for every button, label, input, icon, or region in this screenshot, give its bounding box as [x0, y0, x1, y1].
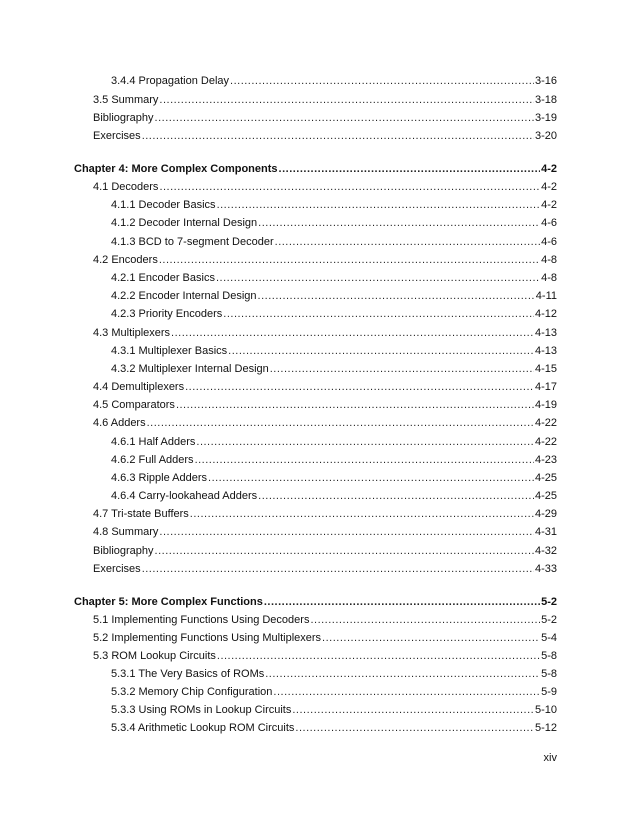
dot-leader — [185, 380, 534, 394]
dot-leader — [159, 253, 540, 267]
dot-leader — [295, 721, 534, 735]
toc-entry-page: 4-11 — [535, 290, 557, 302]
toc-entry[interactable] — [93, 129, 557, 143]
toc-entry-page: 3-19 — [534, 112, 557, 124]
dot-leader — [142, 562, 534, 576]
dot-leader — [216, 271, 540, 285]
toc-entry[interactable] — [93, 631, 557, 645]
toc-entry-label: 4.1.3 BCD to 7-segment Decoder — [111, 236, 274, 248]
toc-entry[interactable] — [111, 74, 557, 88]
dot-leader — [159, 525, 534, 539]
toc-entry-page: 4-12 — [534, 308, 557, 320]
toc-entry-label: 4.6.3 Ripple Adders — [111, 472, 208, 484]
toc-entry[interactable] — [111, 453, 557, 467]
toc-entry[interactable] — [111, 435, 557, 449]
toc-chapter-page: 5-2 — [541, 596, 557, 608]
toc-entry-page: 4-31 — [534, 526, 557, 538]
toc-entry-page: 4-22 — [534, 417, 557, 429]
dot-leader — [190, 507, 534, 521]
toc-entry[interactable] — [111, 703, 557, 717]
toc-entry-label: 4.3 Multiplexers — [93, 327, 171, 339]
dot-leader — [228, 344, 534, 358]
toc-entry-page: 3-16 — [534, 75, 557, 87]
toc-entry-label: 4.1 Decoders — [93, 181, 159, 193]
dot-leader — [171, 326, 534, 340]
toc-entry-page: 4-29 — [534, 508, 557, 520]
toc-entry[interactable] — [111, 307, 557, 321]
toc-entry-label: 3.5 Summary — [93, 94, 159, 106]
toc-entry[interactable] — [93, 326, 557, 340]
toc-entry-label: 3.4.4 Propagation Delay — [111, 75, 230, 87]
toc-entry-label: 4.2.1 Encoder Basics — [111, 272, 215, 284]
toc-entry-page: 4-15 — [534, 363, 557, 375]
toc-entry[interactable] — [111, 344, 557, 358]
dot-leader — [208, 471, 534, 485]
toc-entry-label: 4.6.2 Full Adders — [111, 454, 194, 466]
dot-leader — [223, 307, 534, 321]
toc-entry-page: 3-20 — [534, 130, 557, 142]
toc-entry[interactable] — [93, 525, 557, 539]
dot-leader — [275, 235, 540, 249]
dot-leader — [270, 362, 534, 376]
toc-entry-label: 4.6.1 Half Adders — [111, 436, 196, 448]
toc-entry[interactable] — [93, 416, 557, 430]
toc-entry[interactable] — [93, 253, 557, 267]
toc-entry-label: 4.3.2 Multiplexer Internal Design — [111, 363, 269, 375]
dot-leader — [265, 667, 540, 681]
toc-entry-label: 4.8 Summary — [93, 526, 159, 538]
toc-entry-page: 4-8 — [541, 272, 557, 284]
toc-entry-page: 5-9 — [541, 686, 557, 698]
toc-entry-label: 4.5 Comparators — [93, 399, 175, 411]
toc-entry-page: 4-17 — [534, 381, 557, 393]
toc-entry[interactable] — [93, 398, 557, 412]
dot-leader — [217, 649, 540, 663]
toc-entry-label: 4.6 Adders — [93, 417, 146, 429]
dot-leader — [155, 544, 534, 558]
toc-entry-page: 5-8 — [541, 650, 557, 662]
toc-entry-page: 4-6 — [541, 217, 557, 229]
toc-entry[interactable] — [111, 289, 557, 303]
toc-entry[interactable] — [111, 216, 557, 230]
toc-entry-page: 5-12 — [534, 722, 557, 734]
toc-entry-label: 5.3 ROM Lookup Circuits — [93, 650, 216, 662]
toc-entry-page: 4-22 — [534, 436, 557, 448]
toc-entry-label: Bibliography — [93, 112, 154, 124]
toc-entry[interactable] — [111, 362, 557, 376]
toc-entry-label: Exercises — [93, 130, 141, 142]
dot-leader — [322, 631, 540, 645]
toc-entry-label: 5.1 Implementing Functions Using Decoders — [93, 614, 310, 626]
dot-leader — [230, 74, 534, 88]
toc-entry[interactable] — [111, 271, 557, 285]
toc-entry-page: 4-6 — [541, 236, 557, 248]
toc-entry-label: 4.7 Tri-state Buffers — [93, 508, 189, 520]
dot-leader — [217, 198, 541, 212]
toc-entry-page: 4-25 — [534, 472, 557, 484]
toc-entry-page: 4-23 — [534, 454, 557, 466]
toc-entry-label: 5.3.3 Using ROMs in Lookup Circuits — [111, 704, 292, 716]
toc-entry-label: 5.3.4 Arithmetic Lookup ROM Circuits — [111, 722, 295, 734]
dot-leader — [159, 180, 540, 194]
toc-entry-page: 4-2 — [541, 181, 557, 193]
toc-entry[interactable] — [111, 721, 557, 735]
toc-entry-page: 3-18 — [534, 94, 557, 106]
toc-entry-label: 5.3.2 Memory Chip Configuration — [111, 686, 273, 698]
toc-chapter-5[interactable] — [74, 595, 557, 609]
toc-entry[interactable] — [93, 544, 557, 558]
dot-leader — [258, 216, 540, 230]
toc-entry[interactable] — [111, 667, 557, 681]
toc-entry-label: 4.3.1 Multiplexer Basics — [111, 345, 228, 357]
dot-leader — [273, 685, 540, 699]
toc-entry[interactable] — [93, 613, 557, 627]
toc-entry-label: 4.6.4 Carry-lookahead Adders — [111, 490, 258, 502]
dot-leader — [264, 595, 540, 609]
toc-entry-page: 5-10 — [534, 704, 557, 716]
dot-leader — [142, 129, 534, 143]
toc-entry[interactable] — [93, 562, 557, 576]
dot-leader — [155, 111, 534, 125]
toc-entry[interactable] — [111, 198, 557, 212]
dot-leader — [195, 453, 534, 467]
toc-entry[interactable] — [111, 471, 557, 485]
toc-entry-label: 5.3.1 The Very Basics of ROMs — [111, 668, 265, 680]
toc-entry[interactable] — [93, 180, 557, 194]
toc-entry-label: Bibliography — [93, 545, 154, 557]
toc-entry-page: 4-25 — [534, 490, 557, 502]
toc-chapter-4[interactable] — [74, 162, 557, 176]
dot-leader — [258, 489, 534, 503]
toc-entry-page: 4-33 — [534, 563, 557, 575]
toc-entry-label: 4.2.2 Encoder Internal Design — [111, 290, 257, 302]
toc-entry[interactable] — [93, 93, 557, 107]
toc-entry-page: 4-13 — [534, 345, 557, 357]
toc-entry-label: 5.2 Implementing Functions Using Multiplexers — [93, 632, 322, 644]
toc-entry-page: 5-8 — [541, 668, 557, 680]
toc-entry-page: 4-8 — [541, 254, 557, 266]
dot-leader — [258, 289, 535, 303]
toc-entry-label: 4.2.3 Priority Encoders — [111, 308, 223, 320]
toc-entry[interactable] — [93, 111, 557, 125]
toc-entry-label: 4.2 Encoders — [93, 254, 158, 266]
toc-entry-label: Exercises — [93, 563, 141, 575]
toc-entry[interactable] — [93, 507, 557, 521]
toc-entry-page: 4-19 — [534, 399, 557, 411]
toc-entry-page: 5-2 — [541, 614, 557, 626]
dot-leader — [196, 435, 534, 449]
toc-entry-page: 4-2 — [541, 199, 557, 211]
toc-entry-page: 5-4 — [541, 632, 557, 644]
toc-entry-label: 4.4 Demultiplexers — [93, 381, 185, 393]
toc-chapter-label: Chapter 4: More Complex Components — [74, 163, 278, 175]
dot-leader — [292, 703, 534, 717]
dot-leader — [310, 613, 540, 627]
toc-entry-page: 4-32 — [534, 545, 557, 557]
toc-entry[interactable] — [93, 380, 557, 394]
toc-entry[interactable] — [111, 235, 557, 249]
dot-leader — [159, 93, 534, 107]
dot-leader — [147, 416, 534, 430]
toc-entry-page: 4-13 — [534, 327, 557, 339]
dot-leader — [176, 398, 534, 412]
toc-entry[interactable] — [111, 685, 557, 699]
toc-chapter-page: 4-2 — [541, 163, 557, 175]
toc-entry-label: 4.1.2 Decoder Internal Design — [111, 217, 258, 229]
page-number: xiv — [543, 752, 557, 764]
toc-entry[interactable] — [111, 489, 557, 503]
toc-entry-label: 4.1.1 Decoder Basics — [111, 199, 216, 211]
toc-chapter-label: Chapter 5: More Complex Functions — [74, 596, 263, 608]
toc-entry[interactable] — [93, 649, 557, 663]
dot-leader — [279, 162, 541, 176]
